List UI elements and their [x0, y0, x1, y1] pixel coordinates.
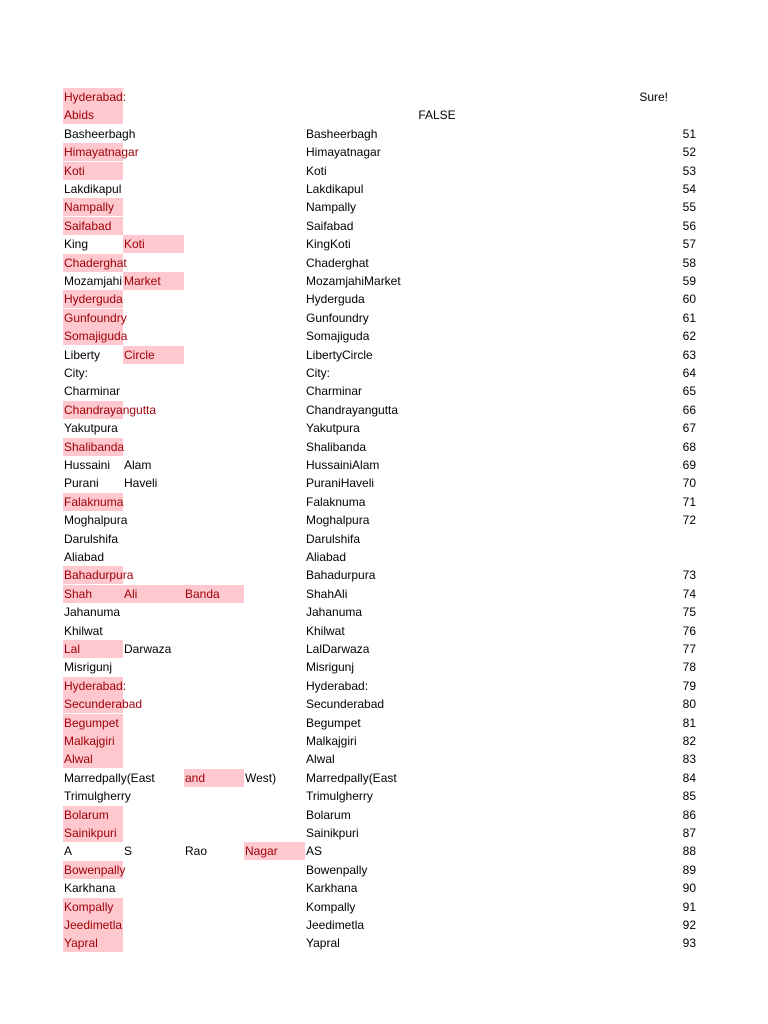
joined-name-cell[interactable]: Malkajgiri	[306, 734, 357, 748]
joined-name-cell[interactable]: Aliabad	[306, 550, 347, 564]
location-cell[interactable]: Koti	[63, 162, 123, 180]
joined-name-cell[interactable]: AS	[306, 844, 323, 858]
location-cell[interactable]: Basheerbagh	[64, 127, 136, 141]
joined-name-cell[interactable]: Hyderabad:	[306, 679, 369, 693]
joined-name-cell[interactable]: Falaknuma	[306, 495, 366, 509]
location-cell[interactable]: King	[64, 237, 89, 251]
row-number-cell[interactable]: 92	[682, 918, 696, 932]
location-cell[interactable]: Mozamjahi	[64, 274, 123, 288]
header-false-cell[interactable]: FALSE	[418, 108, 456, 122]
location-cell[interactable]: Hussaini	[64, 458, 111, 472]
joined-name-cell[interactable]: Yakutpura	[306, 421, 360, 435]
joined-name-cell[interactable]: KingKoti	[306, 237, 351, 251]
location-cell[interactable]: West)	[245, 771, 277, 785]
row-number-cell[interactable]: 62	[682, 329, 696, 343]
location-cell[interactable]: Banda	[184, 585, 244, 603]
location-cell[interactable]: Hyderabad:	[64, 90, 127, 104]
joined-name-cell[interactable]: Koti	[306, 164, 327, 178]
row-number-cell[interactable]: 72	[682, 513, 696, 527]
location-cell[interactable]: Misrigunj	[64, 660, 113, 674]
row-number-cell[interactable]: 75	[682, 605, 696, 619]
location-cell[interactable]: Shalibanda	[64, 440, 125, 454]
row-number-cell[interactable]: 63	[682, 348, 696, 362]
row-number-cell[interactable]: 53	[682, 164, 696, 178]
row-number-cell[interactable]: 82	[682, 734, 696, 748]
row-number-cell[interactable]: 74	[682, 587, 696, 601]
location-cell[interactable]: Lal	[63, 640, 123, 658]
row-number-cell[interactable]: 87	[682, 826, 696, 840]
location-cell[interactable]: Malkajgiri	[63, 732, 123, 750]
location-cell[interactable]: Begumpet	[63, 714, 123, 732]
joined-name-cell[interactable]: LalDarwaza	[306, 642, 370, 656]
location-cell[interactable]: Market	[123, 272, 184, 290]
row-number-cell[interactable]: 59	[682, 274, 696, 288]
location-cell[interactable]: City:	[64, 366, 88, 380]
row-number-cell[interactable]: 66	[682, 403, 696, 417]
location-cell[interactable]: Ali	[123, 585, 184, 603]
joined-name-cell[interactable]: City:	[306, 366, 330, 380]
joined-name-cell[interactable]: Chaderghat	[306, 256, 369, 270]
location-cell[interactable]: Liberty	[64, 348, 101, 362]
location-cell[interactable]: Bowenpally	[64, 863, 126, 877]
joined-name-cell[interactable]: Chandrayangutta	[306, 403, 399, 417]
joined-name-cell[interactable]: Bowenpally	[306, 863, 368, 877]
joined-name-cell[interactable]: ShahAli	[306, 587, 348, 601]
joined-name-cell[interactable]: Somajiguda	[306, 329, 370, 343]
location-cell[interactable]: Chaderghat	[64, 256, 127, 270]
row-number-cell[interactable]: 78	[682, 660, 696, 674]
row-number-cell[interactable]: 69	[682, 458, 696, 472]
row-number-cell[interactable]: 73	[682, 568, 696, 582]
location-cell[interactable]: Haveli	[124, 476, 158, 490]
joined-name-cell[interactable]: Marredpally(East	[306, 771, 397, 785]
joined-name-cell[interactable]: Karkhana	[306, 881, 358, 895]
location-cell[interactable]: Nampally	[63, 198, 123, 216]
location-cell[interactable]: Yakutpura	[64, 421, 118, 435]
joined-name-cell[interactable]: Begumpet	[306, 716, 361, 730]
location-cell[interactable]: Aliabad	[64, 550, 105, 564]
row-number-cell[interactable]: 80	[682, 697, 696, 711]
joined-name-cell[interactable]: Saifabad	[306, 219, 354, 233]
row-number-cell[interactable]: 54	[682, 182, 696, 196]
joined-name-cell[interactable]: Trimulgherry	[306, 789, 373, 803]
joined-name-cell[interactable]: Bolarum	[306, 808, 351, 822]
row-number-cell[interactable]: 93	[682, 936, 696, 950]
location-cell[interactable]: and	[184, 769, 244, 787]
row-number-cell[interactable]: 61	[682, 311, 696, 325]
row-number-cell[interactable]: 81	[682, 716, 696, 730]
row-number-cell[interactable]: 86	[682, 808, 696, 822]
location-cell[interactable]: Alwal	[63, 750, 123, 768]
row-number-cell[interactable]: 56	[682, 219, 696, 233]
joined-name-cell[interactable]: Bahadurpura	[306, 568, 376, 582]
row-number-cell[interactable]: 60	[682, 292, 696, 306]
location-cell[interactable]: Charminar	[64, 384, 121, 398]
location-cell[interactable]: Lakdikapul	[64, 182, 122, 196]
row-number-cell[interactable]: 91	[682, 900, 696, 914]
row-number-cell[interactable]: 68	[682, 440, 696, 454]
joined-name-cell[interactable]: Gunfoundry	[306, 311, 369, 325]
row-number-cell[interactable]: 51	[682, 127, 696, 141]
location-cell[interactable]: Darwaza	[124, 642, 172, 656]
location-cell[interactable]: Abids	[63, 106, 123, 124]
joined-name-cell[interactable]: Jahanuma	[306, 605, 363, 619]
joined-name-cell[interactable]: Charminar	[306, 384, 363, 398]
location-cell[interactable]: S	[124, 844, 133, 858]
row-number-cell[interactable]: 71	[682, 495, 696, 509]
location-cell[interactable]: Saifabad	[63, 217, 123, 235]
location-cell[interactable]: Koti	[123, 235, 184, 253]
location-cell[interactable]: A	[64, 844, 73, 858]
row-number-cell[interactable]: 65	[682, 384, 696, 398]
row-number-cell[interactable]: 67	[682, 421, 696, 435]
location-cell[interactable]: Chandrayangutta	[64, 403, 157, 417]
joined-name-cell[interactable]: Kompally	[306, 900, 356, 914]
joined-name-cell[interactable]: Lakdikapul	[306, 182, 364, 196]
joined-name-cell[interactable]: Nampally	[306, 200, 357, 214]
location-cell[interactable]: Trimulgherry	[64, 789, 131, 803]
joined-name-cell[interactable]: Basheerbagh	[306, 127, 378, 141]
row-number-cell[interactable]: 89	[682, 863, 696, 877]
joined-name-cell[interactable]: MozamjahiMarket	[306, 274, 401, 288]
location-cell[interactable]: Kompally	[63, 898, 123, 916]
row-number-cell[interactable]: 58	[682, 256, 696, 270]
location-cell[interactable]: Marredpally(East	[64, 771, 155, 785]
joined-name-cell[interactable]: Moghalpura	[306, 513, 370, 527]
row-number-cell[interactable]: 84	[682, 771, 696, 785]
joined-name-cell[interactable]: LibertyCircle	[306, 348, 373, 362]
location-cell[interactable]: Karkhana	[64, 881, 116, 895]
row-number-cell[interactable]: 57	[682, 237, 696, 251]
row-number-cell[interactable]: 70	[682, 476, 696, 490]
row-number-cell[interactable]: 79	[682, 679, 696, 693]
location-cell[interactable]: Moghalpura	[64, 513, 128, 527]
location-cell[interactable]: Darulshifa	[64, 532, 119, 546]
joined-name-cell[interactable]: Darulshifa	[306, 532, 361, 546]
location-cell[interactable]: Secunderabad	[64, 697, 143, 711]
location-cell[interactable]: Hyderabad:	[64, 679, 127, 693]
location-cell[interactable]: Hyderguda	[64, 292, 123, 306]
location-cell[interactable]: Nagar	[244, 842, 305, 860]
joined-name-cell[interactable]: Yapral	[306, 936, 340, 950]
location-cell[interactable]: Jahanuma	[64, 605, 121, 619]
location-cell[interactable]: Bahadurpura	[64, 568, 134, 582]
location-cell[interactable]: Shah	[63, 585, 123, 603]
location-cell[interactable]: Jeedimetla	[64, 918, 123, 932]
joined-name-cell[interactable]: Himayatnagar	[306, 145, 381, 159]
row-number-cell[interactable]: 64	[682, 366, 696, 380]
row-number-cell[interactable]: 90	[682, 881, 696, 895]
joined-name-cell[interactable]: Sainikpuri	[306, 826, 359, 840]
row-number-cell[interactable]: 83	[682, 752, 696, 766]
row-number-cell[interactable]: 77	[682, 642, 696, 656]
joined-name-cell[interactable]: Shalibanda	[306, 440, 367, 454]
joined-name-cell[interactable]: PuraniHaveli	[306, 476, 375, 490]
location-cell[interactable]: Khilwat	[64, 624, 103, 638]
header-sure-cell[interactable]: Sure!	[639, 90, 668, 104]
joined-name-cell[interactable]: Khilwat	[306, 624, 345, 638]
location-cell[interactable]: Gunfoundry	[64, 311, 127, 325]
location-cell[interactable]: Himayatnagar	[64, 145, 139, 159]
location-cell[interactable]: Somajiguda	[64, 329, 128, 343]
location-cell[interactable]: Alam	[124, 458, 152, 472]
location-cell[interactable]: Circle	[123, 346, 184, 364]
location-cell[interactable]: Falaknuma	[64, 495, 124, 509]
location-cell[interactable]: Purani	[64, 476, 99, 490]
row-number-cell[interactable]: 88	[682, 844, 696, 858]
row-number-cell[interactable]: 52	[682, 145, 696, 159]
row-number-cell[interactable]: 55	[682, 200, 696, 214]
location-cell[interactable]: Rao	[185, 844, 208, 858]
location-cell[interactable]: Yapral	[63, 934, 123, 952]
row-number-cell[interactable]: 76	[682, 624, 696, 638]
location-cell[interactable]: Sainikpuri	[63, 824, 123, 842]
joined-name-cell[interactable]: Hyderguda	[306, 292, 365, 306]
joined-name-cell[interactable]: Misrigunj	[306, 660, 355, 674]
row-number-cell[interactable]: 85	[682, 789, 696, 803]
location-cell[interactable]: Bolarum	[63, 806, 123, 824]
joined-name-cell[interactable]: HussainiAlam	[306, 458, 380, 472]
joined-name-cell[interactable]: Secunderabad	[306, 697, 385, 711]
joined-name-cell[interactable]: Jeedimetla	[306, 918, 365, 932]
joined-name-cell[interactable]: Alwal	[306, 752, 335, 766]
